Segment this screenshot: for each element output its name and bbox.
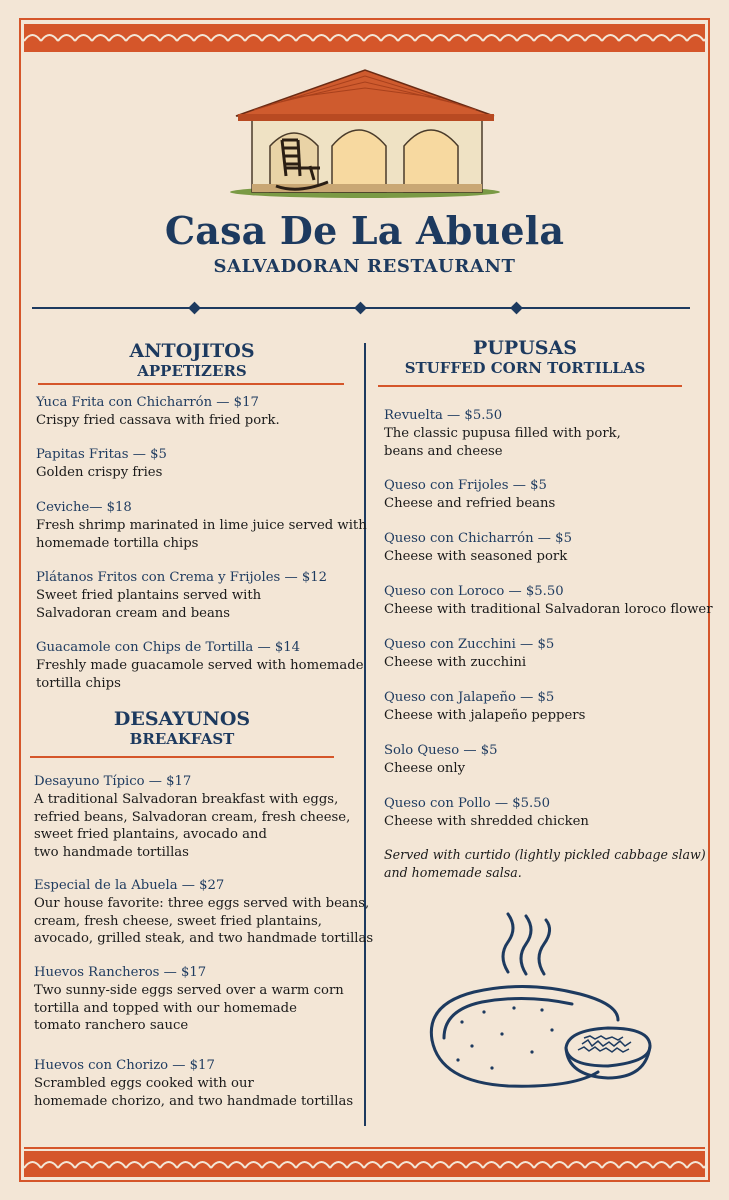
item-description: Two sunny-side eggs served over a warm corn tortilla and topped with our homemade tomato ranchero sauce (34, 982, 344, 1034)
breakfast-title: DESAYUNOS (113, 708, 251, 730)
item-name: Queso con Zucchini — $5 (384, 637, 555, 652)
bottom-scallop-band (24, 1151, 705, 1177)
menu-item (384, 530, 572, 566)
item-name: Ceviche— $18 (36, 500, 132, 515)
item-name: Desayuno Típico — $17 (34, 774, 192, 789)
appetizers-heading (40, 340, 344, 380)
pupusas-subtitle: STUFFED CORN TORTILLAS (404, 359, 646, 377)
item-description: Cheese with jalapeño peppers (384, 707, 586, 723)
item-name: Huevos con Chorizo — $17 (34, 1058, 215, 1073)
appetizers-underline (38, 383, 344, 385)
menu-item (36, 639, 364, 692)
menu-item (384, 477, 555, 513)
menu-item (34, 877, 373, 948)
item-name: Queso con Jalapeño — $5 (384, 690, 555, 705)
item-description: Cheese with seasoned pork (384, 548, 568, 564)
menu-item (384, 689, 585, 725)
breakfast-subtitle: BREAKFAST (129, 730, 235, 748)
item-name: Guacamole con Chips de Tortilla — $14 (36, 640, 301, 655)
item-description: Sweet fried plantains served with Salvadoran cream and beans (36, 587, 262, 621)
item-description: Cheese with traditional Salvadoran loroco flower (384, 601, 713, 617)
column-divider (364, 343, 366, 1126)
restaurant-subtitle: SALVADORAN RESTAURANT (213, 256, 516, 277)
menu-item (384, 407, 621, 460)
top-inner-line (24, 50, 705, 52)
item-description: Scrambled eggs cooked with our homemade chorizo, and two handmade tortillas (34, 1075, 354, 1109)
header-divider (32, 300, 690, 316)
item-name: Solo Queso — $5 (384, 743, 498, 758)
item-name: Especial de la Abuela — $27 (34, 878, 225, 893)
item-name: Queso con Loroco — $5.50 (384, 584, 564, 599)
item-description: Cheese only (384, 760, 466, 776)
menu-item (34, 964, 344, 1035)
item-description: Cheese with zucchini (384, 654, 527, 670)
menu-item (36, 499, 367, 552)
item-description: Our house favorite: three eggs served with beans, cream, fresh cheese, sweet fried plantains, avocado, grilled steak, and two handmade tortillas (34, 895, 374, 947)
pupusa-illustration (422, 912, 658, 1094)
menu-item (384, 636, 554, 672)
pupusas-serving-note: Served with curtido (lightly pickled cabbage slaw) and homemade salsa. (384, 847, 706, 880)
item-name: Revuelta — $5.50 (384, 408, 503, 423)
item-description: Golden crispy fries (36, 464, 163, 480)
bottom-inner-line (24, 1147, 705, 1149)
item-name: Huevos Rancheros — $17 (34, 965, 207, 980)
house-illustration (224, 68, 506, 200)
menu-item (384, 742, 498, 778)
appetizers-title: ANTOJITOS (129, 340, 255, 362)
item-description: The classic pupusa filled with pork, beans and cheese (384, 425, 621, 459)
item-name: Queso con Chicharrón — $5 (384, 531, 572, 546)
item-description: Crispy fried cassava with fried pork. (36, 412, 280, 428)
item-name: Queso con Frijoles — $5 (384, 478, 547, 493)
menu-item (384, 583, 713, 619)
pupusas-underline (378, 385, 682, 387)
menu-item (34, 773, 350, 862)
item-name: Plátanos Fritos con Crema y Frijoles — $12 (36, 570, 328, 585)
breakfast-underline (30, 756, 334, 758)
pupusas-heading (380, 337, 670, 377)
breakfast-heading (30, 708, 334, 748)
item-description: A traditional Salvadoran breakfast with eggs, refried beans, Salvadoran cream, fresh cheese, sweet fried plantains, avocado and two handmade tortillas (34, 791, 351, 861)
item-name: Yuca Frita con Chicharrón — $17 (36, 395, 259, 410)
item-description: Fresh shrimp marinated in lime juice served with homemade tortilla chips (36, 517, 367, 551)
restaurant-name: Casa De La Abuela (164, 208, 565, 253)
item-description: Freshly made guacamole served with homemade tortilla chips (36, 657, 364, 691)
menu-item (36, 569, 327, 622)
menu-item (36, 446, 167, 482)
menu-item (36, 394, 280, 430)
menu-item (34, 1057, 353, 1110)
item-name: Queso con Pollo — $5.50 (384, 796, 550, 811)
pupusas-title: PUPUSAS (473, 337, 577, 359)
item-description: Cheese with shredded chicken (384, 813, 589, 829)
item-description: Cheese and refried beans (384, 495, 556, 511)
menu-item (384, 795, 589, 831)
appetizers-subtitle: APPETIZERS (137, 362, 247, 380)
item-name: Papitas Fritas — $5 (36, 447, 167, 462)
top-scallop-band (24, 24, 705, 50)
